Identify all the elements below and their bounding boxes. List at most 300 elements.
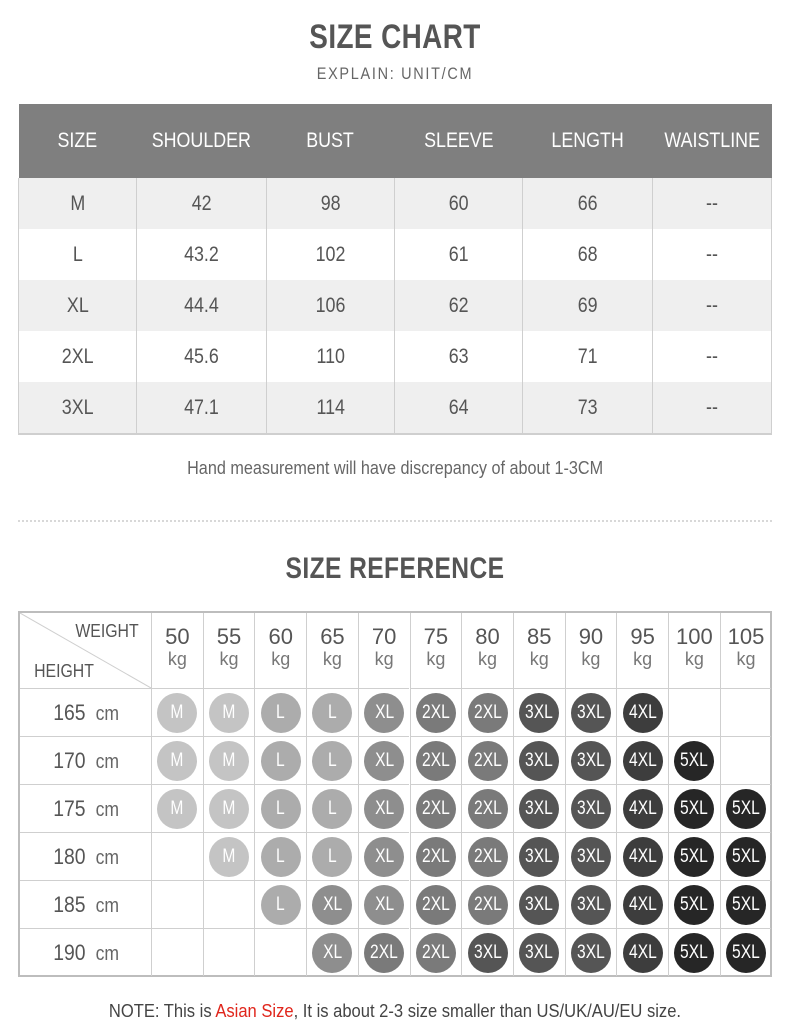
size-cell [616, 688, 668, 736]
cell-shoulder: 42 [137, 178, 267, 229]
header-length: LENGTH [523, 104, 653, 178]
size-badge-label: XL [374, 749, 394, 771]
size-cell [668, 688, 720, 736]
size-chart-header-row [19, 104, 772, 178]
size-badge [726, 933, 766, 973]
size-badge [571, 741, 611, 781]
height-value: 190 [52, 940, 86, 965]
size-badge [364, 693, 404, 733]
weight-unit: kg [684, 649, 704, 669]
cell-shoulder: 47.1 [137, 382, 267, 434]
size-badge-label: 3XL [525, 845, 554, 867]
size-cell [306, 928, 358, 976]
size-badge-label: 5XL [680, 941, 709, 963]
size-badge-label: 2XL [370, 941, 399, 963]
size-cell [254, 880, 306, 928]
size-cell [410, 784, 462, 832]
size-badge-label: L [328, 749, 337, 771]
cell-length: 66 [523, 178, 653, 229]
size-cell [306, 832, 358, 880]
weight-unit: kg [219, 649, 239, 669]
size-reference-title: SIZE REFERENCE [285, 552, 505, 585]
header-sleeve: SLEEVE [395, 104, 523, 178]
size-badge [261, 837, 301, 877]
size-badge [726, 837, 766, 877]
size-badge [261, 885, 301, 925]
cell-waistline: -- [653, 280, 772, 331]
size-badge-label: L [328, 845, 337, 867]
weight-unit: kg [478, 649, 498, 669]
size-badge-label: 2XL [421, 749, 450, 771]
size-cell [461, 832, 513, 880]
size-badge-label: 2XL [473, 845, 502, 867]
size-badge [468, 837, 508, 877]
size-badge [623, 885, 663, 925]
height-unit: cm [95, 847, 119, 869]
size-badge-label: 3XL [525, 701, 554, 723]
size-cell [358, 736, 410, 784]
size-cell [461, 736, 513, 784]
height-unit: cm [95, 703, 119, 725]
size-cell [358, 688, 410, 736]
weight-column-header [513, 613, 565, 688]
cell-bust: 98 [267, 178, 395, 229]
size-cell [565, 688, 617, 736]
size-badge-label: 4XL [628, 845, 657, 867]
header-bust: BUST [267, 104, 395, 178]
height-unit: cm [95, 751, 119, 773]
weight-column-header [720, 613, 772, 688]
size-badge [468, 789, 508, 829]
size-badge-label: 2XL [421, 941, 450, 963]
size-badge [312, 885, 352, 925]
size-badge [519, 837, 559, 877]
size-badge [261, 741, 301, 781]
size-badge [519, 693, 559, 733]
size-badge [623, 837, 663, 877]
size-cell [565, 880, 617, 928]
size-badge-label: M [222, 701, 236, 723]
size-cell [616, 880, 668, 928]
size-badge-label: 5XL [732, 941, 760, 963]
size-badge-label: 3XL [577, 749, 605, 771]
size-cell [668, 784, 720, 832]
size-badge-label: 5XL [680, 797, 709, 819]
cell-size: XL [19, 280, 137, 331]
size-badge [416, 789, 456, 829]
section-divider [18, 520, 772, 522]
cell-length: 68 [523, 229, 653, 280]
size-badge-label: 2XL [421, 701, 450, 723]
weight-column-header [668, 613, 720, 688]
height-value: 185 [52, 892, 86, 917]
size-cell [254, 688, 306, 736]
size-badge [623, 693, 663, 733]
height-label: HEIGHT [34, 661, 94, 681]
height-unit: cm [95, 943, 119, 965]
cell-size: 3XL [19, 382, 137, 434]
size-badge [674, 789, 714, 829]
weight-unit: kg [529, 649, 549, 669]
size-cell [565, 928, 617, 976]
size-cell [461, 880, 513, 928]
cell-shoulder: 45.6 [137, 331, 267, 382]
size-cell [410, 736, 462, 784]
size-badge [674, 837, 714, 877]
weight-label: WEIGHT [75, 621, 139, 641]
cell-bust: 114 [267, 382, 395, 434]
size-cell [720, 832, 772, 880]
size-cell [513, 880, 565, 928]
size-cell [565, 832, 617, 880]
size-badge [571, 885, 611, 925]
weight-unit: kg [633, 649, 653, 669]
table-row [19, 229, 772, 280]
cell-length: 69 [523, 280, 653, 331]
size-badge-label: 2XL [473, 749, 502, 771]
size-cell [720, 736, 772, 784]
weight-value: 80 [475, 624, 500, 649]
size-badge-label: M [222, 749, 236, 771]
cell-sleeve: 60 [395, 178, 523, 229]
size-badge [726, 885, 766, 925]
size-cell [461, 784, 513, 832]
height-value: 170 [52, 748, 86, 773]
size-badge-label: M [170, 701, 184, 723]
size-cell [358, 880, 410, 928]
weight-value: 75 [423, 624, 449, 649]
weight-unit: kg [271, 649, 291, 669]
size-badge [571, 789, 611, 829]
weight-column-header [358, 613, 410, 688]
size-badge [571, 837, 611, 877]
weight-column-header [616, 613, 668, 688]
size-cell [151, 736, 203, 784]
cell-bust: 110 [267, 331, 395, 382]
height-value: 180 [52, 844, 86, 869]
cell-length: 73 [523, 382, 653, 434]
weight-column-header [254, 613, 306, 688]
size-badge [416, 741, 456, 781]
cell-size: 2XL [19, 331, 137, 382]
size-cell [720, 928, 772, 976]
size-badge-label: XL [374, 701, 394, 723]
size-badge-label: L [328, 701, 337, 723]
size-badge [468, 885, 508, 925]
size-badge-label: 2XL [421, 797, 450, 819]
footer-note [0, 1001, 790, 1022]
size-badge [209, 693, 249, 733]
size-badge-label: 3XL [577, 797, 605, 819]
size-cell [306, 784, 358, 832]
size-badge-label: M [222, 797, 236, 819]
size-badge [261, 789, 301, 829]
cell-sleeve: 63 [395, 331, 523, 382]
size-cell [720, 688, 772, 736]
size-badge-label: L [276, 845, 286, 867]
size-cell [668, 736, 720, 784]
weight-value: 65 [320, 624, 345, 649]
size-badge-label: 2XL [473, 797, 502, 819]
size-badge-label: 5XL [732, 893, 760, 915]
size-cell [668, 928, 720, 976]
size-badge-label: 5XL [732, 797, 760, 819]
height-unit: cm [95, 799, 119, 821]
size-cell [513, 784, 565, 832]
size-badge [312, 789, 352, 829]
size-badge [674, 885, 714, 925]
size-badge-label: 2XL [473, 701, 502, 723]
cell-waistline: -- [653, 229, 772, 280]
size-badge [519, 789, 559, 829]
size-cell [306, 880, 358, 928]
height-value: 165 [52, 700, 86, 725]
weight-unit: kg [322, 649, 342, 669]
size-cell [151, 928, 203, 976]
weight-value: 60 [268, 624, 293, 649]
size-cell [513, 688, 565, 736]
cell-sleeve: 61 [395, 229, 523, 280]
size-cell [720, 784, 772, 832]
weight-unit: kg [167, 649, 187, 669]
size-cell [203, 832, 255, 880]
size-badge [468, 693, 508, 733]
table-row [19, 331, 772, 382]
cell-shoulder: 44.4 [137, 280, 267, 331]
size-cell [306, 736, 358, 784]
size-badge-label: XL [322, 893, 342, 915]
size-badge-label: 3XL [473, 941, 502, 963]
weight-column-header [410, 613, 462, 688]
weight-value: 50 [165, 624, 190, 649]
size-badge-label: 5XL [732, 845, 760, 867]
measurement-note: Hand measurement will have discrepancy of about 1-3CM [186, 458, 603, 478]
size-badge [416, 933, 456, 973]
size-badge [157, 693, 197, 733]
table-row [19, 280, 772, 331]
size-badge [209, 789, 249, 829]
size-cell [203, 688, 255, 736]
size-badge-label: L [276, 797, 286, 819]
size-badge [364, 837, 404, 877]
size-badge-label: 4XL [628, 941, 657, 963]
size-badge [416, 885, 456, 925]
size-badge-label: L [276, 749, 286, 771]
size-cell [616, 784, 668, 832]
height-row-header [20, 784, 151, 832]
size-badge [623, 933, 663, 973]
size-badge-label: 2XL [473, 893, 502, 915]
size-badge [312, 837, 352, 877]
weight-value: 95 [630, 624, 655, 649]
size-cell [513, 736, 565, 784]
size-cell [203, 784, 255, 832]
size-cell [565, 784, 617, 832]
size-cell [358, 832, 410, 880]
size-cell [306, 688, 358, 736]
size-badge [261, 693, 301, 733]
weight-unit: kg [736, 649, 756, 669]
size-cell [151, 880, 203, 928]
size-badge [364, 885, 404, 925]
height-value: 175 [52, 796, 86, 821]
size-badge [674, 933, 714, 973]
cell-size: L [19, 229, 137, 280]
size-cell [358, 928, 410, 976]
size-chart-subtitle: EXPLAIN: UNIT/CM [316, 64, 474, 83]
cell-waistline: -- [653, 382, 772, 434]
size-cell [616, 928, 668, 976]
size-badge-label: 3XL [525, 749, 554, 771]
footer-note-suffix: , It is about 2-3 size smaller than US/UK/AU/EU size. [293, 1001, 682, 1021]
size-cell [720, 880, 772, 928]
size-cell [616, 736, 668, 784]
size-badge [519, 885, 559, 925]
weight-value: 55 [216, 624, 242, 649]
height-unit: cm [95, 895, 119, 917]
table-row [19, 382, 772, 434]
height-row-header [20, 832, 151, 880]
size-badge [209, 741, 249, 781]
size-cell [668, 880, 720, 928]
size-cell [461, 928, 513, 976]
size-badge-label: 5XL [680, 893, 709, 915]
weight-unit: kg [581, 649, 601, 669]
size-badge-label: 4XL [628, 797, 657, 819]
size-cell [668, 832, 720, 880]
size-cell [203, 736, 255, 784]
size-badge-label: 3XL [525, 893, 554, 915]
size-badge-label: XL [322, 941, 342, 963]
size-badge [468, 741, 508, 781]
size-badge-label: 3XL [577, 893, 605, 915]
size-badge-label: XL [374, 845, 394, 867]
size-badge [468, 933, 508, 973]
size-badge [623, 789, 663, 829]
size-badge-label: 4XL [628, 701, 657, 723]
weight-column-header [461, 613, 513, 688]
size-badge-label: M [222, 845, 236, 867]
size-cell [254, 784, 306, 832]
size-cell [565, 736, 617, 784]
cell-bust: 102 [267, 229, 395, 280]
weight-value: 85 [526, 624, 552, 649]
size-badge-label: 2XL [421, 845, 450, 867]
table-row [19, 178, 772, 229]
size-cell [203, 880, 255, 928]
size-badge-label: 3XL [577, 701, 605, 723]
size-badge-label: L [328, 797, 337, 819]
size-badge [312, 693, 352, 733]
size-cell [513, 928, 565, 976]
size-badge-label: 3XL [525, 941, 554, 963]
size-badge-label: 4XL [628, 749, 657, 771]
size-cell [410, 880, 462, 928]
cell-waistline: -- [653, 331, 772, 382]
weight-column-header [306, 613, 358, 688]
size-badge-label: XL [374, 893, 394, 915]
weight-height-corner [20, 613, 151, 688]
cell-bust: 106 [267, 280, 395, 331]
weight-column-header [203, 613, 255, 688]
size-badge [364, 933, 404, 973]
size-chart-title: SIZE CHART [309, 18, 481, 56]
height-row-header [20, 880, 151, 928]
size-badge [726, 789, 766, 829]
cell-shoulder: 43.2 [137, 229, 267, 280]
size-cell [254, 736, 306, 784]
size-cell [254, 928, 306, 976]
size-badge-label: XL [374, 797, 394, 819]
weight-value: 100 [675, 624, 713, 649]
weight-value: 105 [727, 624, 765, 649]
header-shoulder: SHOULDER [137, 104, 267, 178]
size-chart-table [18, 104, 772, 435]
header-size: SIZE [19, 104, 137, 178]
size-badge [312, 933, 352, 973]
cell-waistline: -- [653, 178, 772, 229]
size-badge [519, 741, 559, 781]
size-badge [157, 741, 197, 781]
size-badge [364, 741, 404, 781]
size-cell [151, 688, 203, 736]
size-reference-grid [18, 611, 772, 977]
size-cell [513, 832, 565, 880]
size-badge [157, 789, 197, 829]
size-badge-label: L [276, 893, 286, 915]
weight-value: 90 [578, 624, 604, 649]
size-badge [209, 837, 249, 877]
cell-sleeve: 62 [395, 280, 523, 331]
size-badge-label: 3XL [577, 845, 605, 867]
size-cell [151, 784, 203, 832]
size-cell [254, 832, 306, 880]
size-badge [416, 837, 456, 877]
cell-size: M [19, 178, 137, 229]
size-badge-label: 5XL [680, 749, 709, 771]
size-badge-label: 5XL [680, 845, 709, 867]
weight-value: 70 [371, 624, 397, 649]
asian-size-highlight: Asian Size [215, 1001, 294, 1021]
size-badge [364, 789, 404, 829]
size-badge-label: 2XL [421, 893, 450, 915]
size-cell [616, 832, 668, 880]
weight-column-header [151, 613, 203, 688]
header-waistline: WAISTLINE [653, 104, 772, 178]
size-cell [151, 832, 203, 880]
size-badge-label: 3XL [525, 797, 554, 819]
size-cell [410, 688, 462, 736]
size-badge [571, 693, 611, 733]
height-row-header [20, 688, 151, 736]
size-badge [623, 741, 663, 781]
size-badge [416, 693, 456, 733]
size-badge-label: M [170, 749, 184, 771]
cell-sleeve: 64 [395, 382, 523, 434]
weight-unit: kg [426, 649, 446, 669]
size-badge-label: M [170, 797, 184, 819]
footer-note-prefix: NOTE: This is [108, 1001, 216, 1021]
size-badge-label: L [276, 701, 286, 723]
size-badge [519, 933, 559, 973]
size-cell [410, 832, 462, 880]
height-row-header [20, 736, 151, 784]
cell-length: 71 [523, 331, 653, 382]
size-cell [410, 928, 462, 976]
size-badge-label: 3XL [577, 941, 605, 963]
size-badge [571, 933, 611, 973]
weight-column-header [565, 613, 617, 688]
